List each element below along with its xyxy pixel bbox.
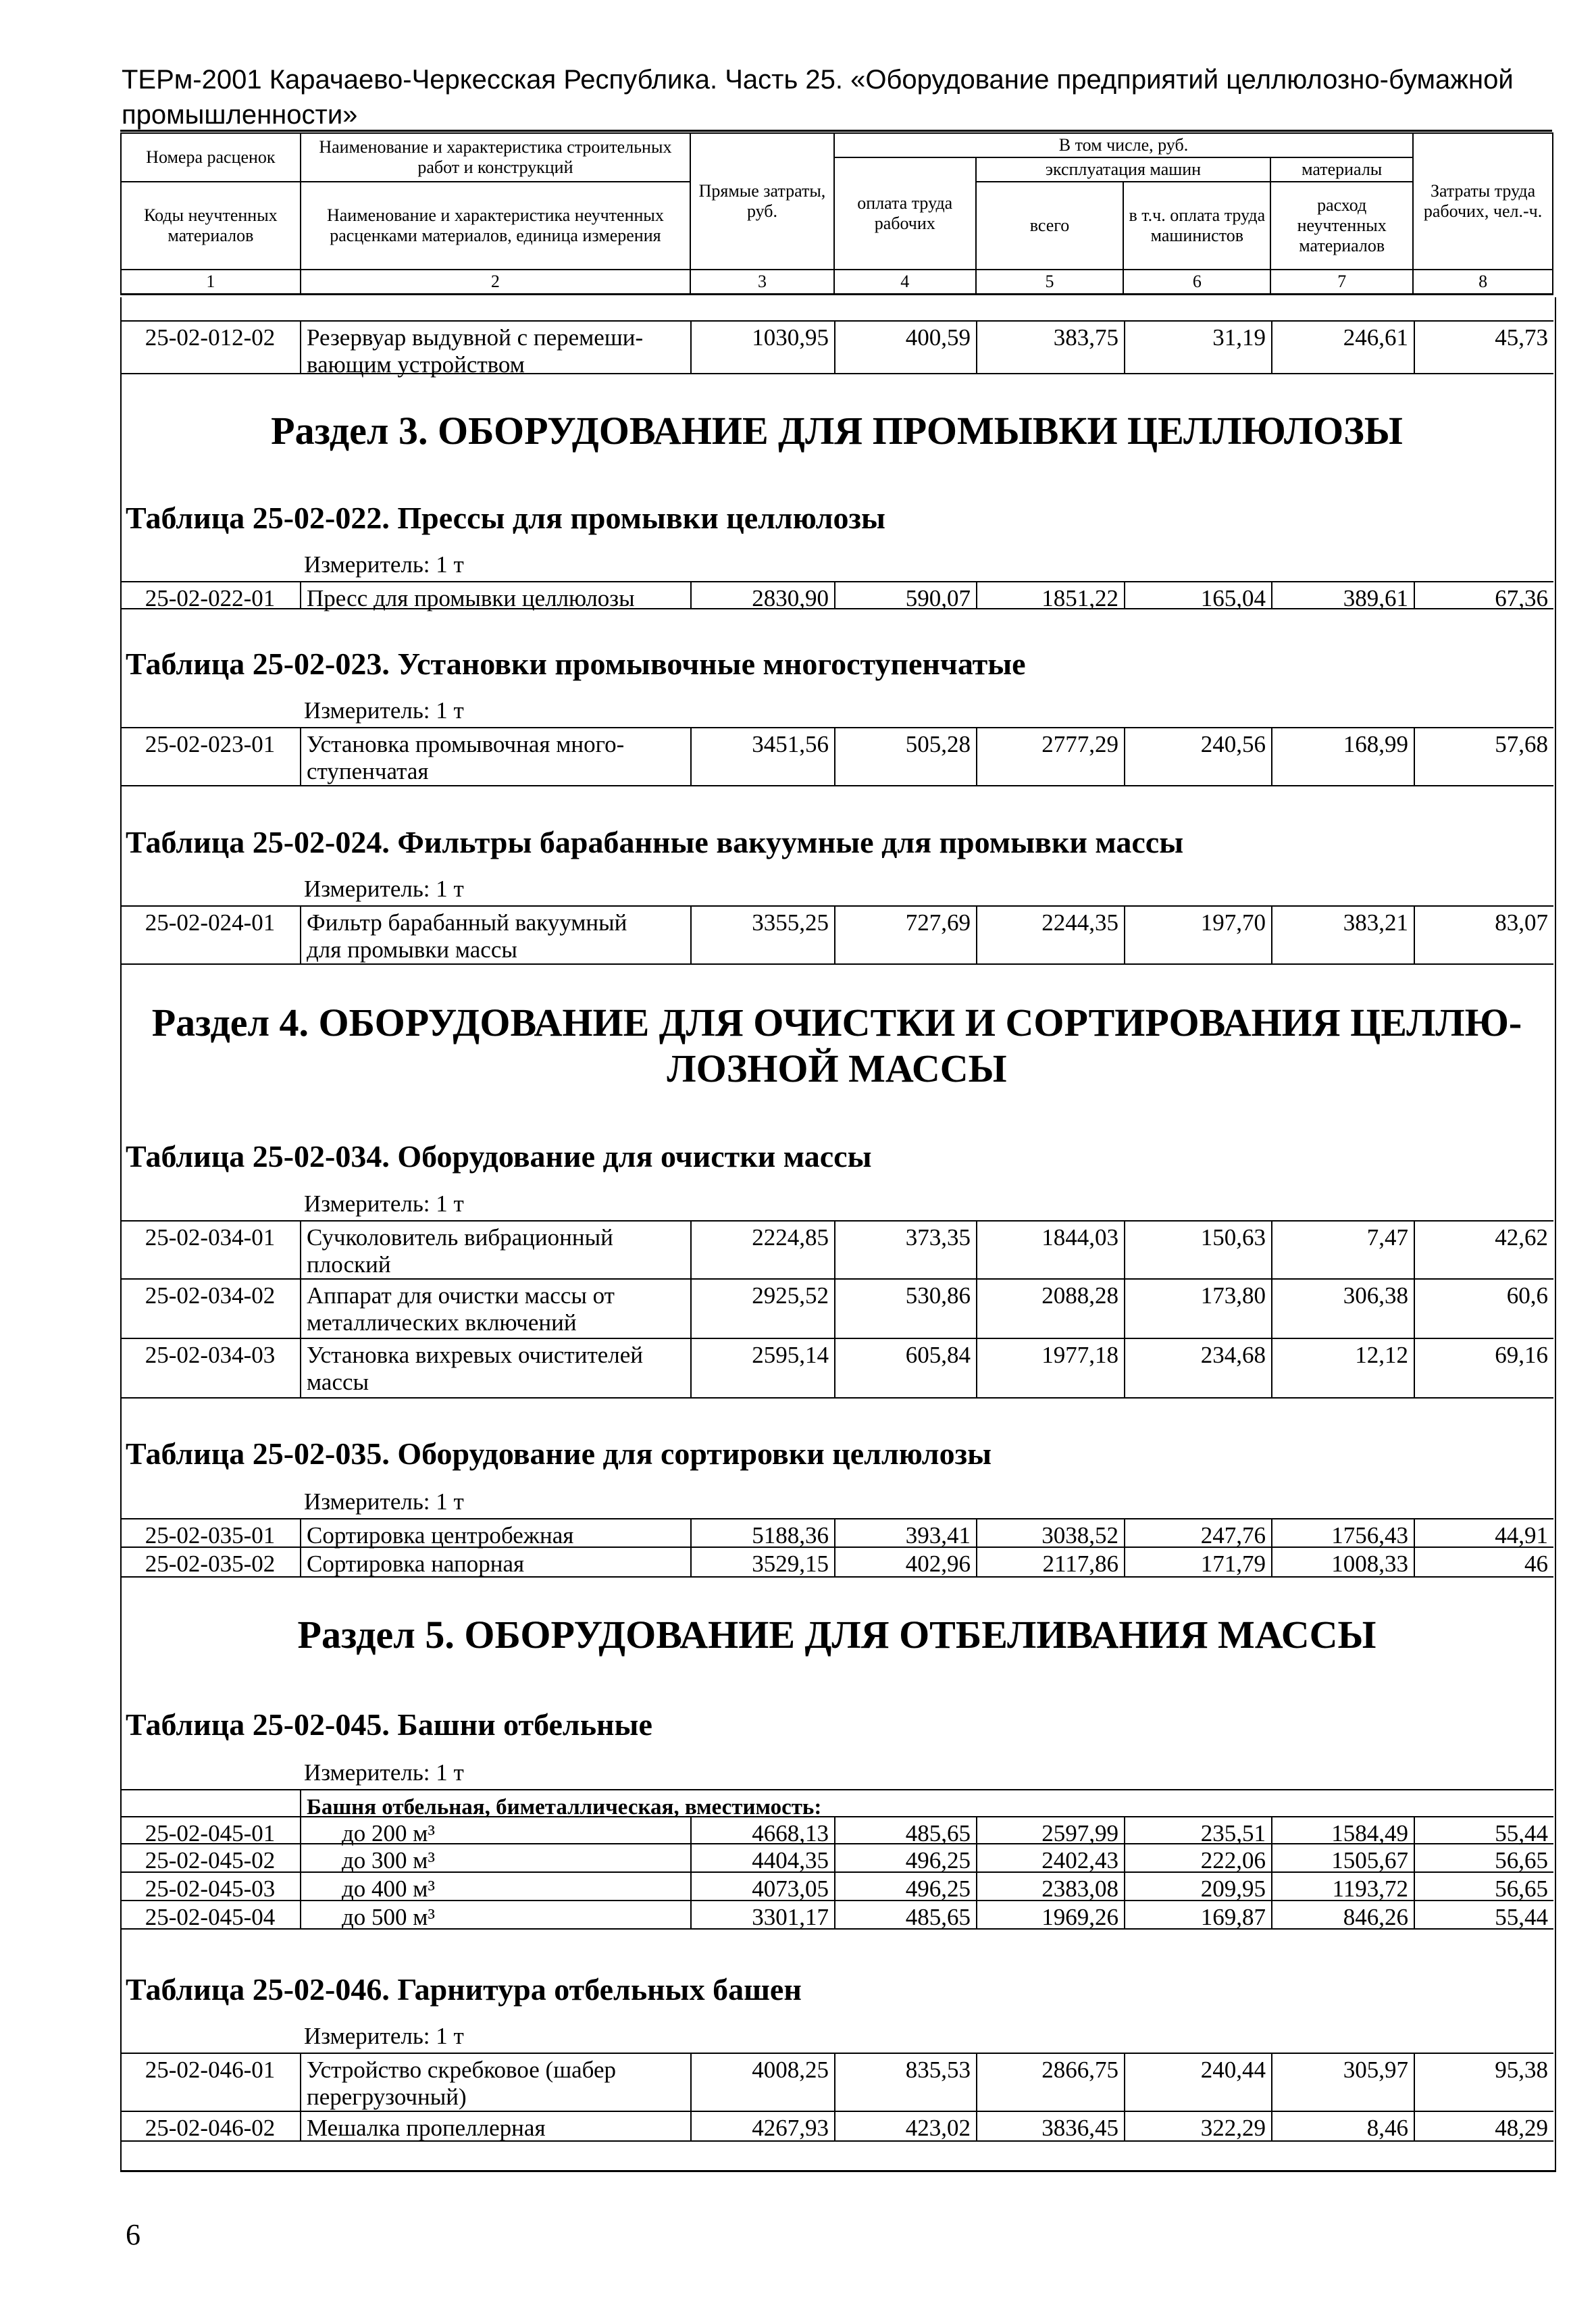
row-direct-cost: 2224,85 xyxy=(690,1222,834,1278)
document-header xyxy=(122,62,1553,132)
row-labor-pay: 835,53 xyxy=(834,2054,976,2111)
row-materials: 305,97 xyxy=(1271,2054,1414,2111)
row-operator-pay: 197,70 xyxy=(1124,907,1271,963)
row-code: 25-02-022-01 xyxy=(145,585,276,611)
row-materials: 1756,43 xyxy=(1271,1519,1414,1546)
row-direct-cost: 2925,52 xyxy=(690,1280,834,1338)
table-row xyxy=(120,1873,1553,1901)
row-name xyxy=(300,1280,690,1338)
row-name xyxy=(300,728,690,785)
row-labor-hours: 55,44 xyxy=(1414,1817,1553,1843)
row-operator-pay: 150,63 xyxy=(1124,1222,1271,1278)
row-name-line-2: плоский xyxy=(307,1251,391,1278)
row-labor-hours: 45,73 xyxy=(1414,322,1553,373)
row-code: 25-02-034-02 xyxy=(145,1282,276,1309)
table-row xyxy=(120,1548,1553,1578)
row-operator-pay: 235,51 xyxy=(1124,1817,1271,1843)
row-materials: 383,21 xyxy=(1271,907,1414,963)
row-machine-total: 3038,52 xyxy=(976,1519,1124,1546)
row-name: Сортировка напорная xyxy=(300,1548,690,1576)
table-row xyxy=(120,1220,1553,1280)
row-labor-hours: 42,62 xyxy=(1414,1222,1553,1278)
row-name-line-2: массы xyxy=(307,1369,369,1395)
row-direct-cost: 3529,15 xyxy=(690,1548,834,1576)
row-name-line-2: металлических включений xyxy=(307,1309,577,1336)
row-name-line-1: Устройство скребковое (шабер xyxy=(307,2057,617,2083)
table-035-title: Таблица 25-02-035. Оборудование для сортировки целлюлозы xyxy=(126,1436,992,1471)
row-labor-pay: 496,25 xyxy=(834,1844,976,1871)
header-num-8: 8 xyxy=(1413,270,1553,295)
header-col2-top: Наименование и характеристика строительных работ и конструкций xyxy=(301,133,690,182)
row-direct-cost: 3301,17 xyxy=(690,1901,834,1928)
table-row xyxy=(120,727,1553,786)
row-code: 25-02-046-01 xyxy=(145,2057,276,2083)
row-labor-hours: 83,07 xyxy=(1414,907,1553,963)
header-col1-top: Номера расценок xyxy=(121,133,301,182)
row-name: до 500 м³ xyxy=(300,1901,690,1928)
row-machine-total: 2777,29 xyxy=(976,728,1124,785)
row-code: 25-02-046-02 xyxy=(145,2115,276,2141)
row-code: 25-02-034-01 xyxy=(145,1224,276,1251)
row-machine-total: 2244,35 xyxy=(976,907,1124,963)
row-direct-cost: 2595,14 xyxy=(690,1339,834,1397)
row-name xyxy=(300,322,690,378)
header-line-1: ТЕРм-2001 Карачаево-Черкесская Республика. Часть 25. «Оборудование предприятий целлюлозно-бумажной xyxy=(122,65,1514,95)
row-direct-cost: 1030,95 xyxy=(690,322,834,373)
row-code: 25-02-024-01 xyxy=(145,909,276,936)
row-labor-hours: 48,29 xyxy=(1414,2112,1553,2140)
row-direct-cost: 4267,93 xyxy=(690,2112,834,2140)
row-name-line-1: Сучколовитель вибрационный xyxy=(307,1224,613,1251)
section-4-title-line-2: ЛОЗНОЙ МАССЫ xyxy=(667,1047,1007,1090)
row-machine-total: 1844,03 xyxy=(976,1222,1124,1278)
section-4-title-line-1: Раздел 4. ОБОРУДОВАНИЕ ДЛЯ ОЧИСТКИ И СОРТИРОВАНИЯ ЦЕЛЛЮ- xyxy=(151,1001,1522,1045)
row-code: 25-02-035-01 xyxy=(145,1522,276,1549)
row-operator-pay: 240,44 xyxy=(1124,2054,1271,2111)
meter-label: Измеритель: 1 т xyxy=(304,551,464,578)
table-column-header xyxy=(120,132,1553,295)
table-row xyxy=(120,2112,1553,2142)
row-direct-cost: 4404,35 xyxy=(690,1844,834,1871)
row-operator-pay: 322,29 xyxy=(1124,2112,1271,2140)
table-row xyxy=(120,320,1553,378)
row-labor-pay: 400,59 xyxy=(834,322,976,373)
row-code: 25-02-045-04 xyxy=(145,1904,276,1930)
row-name: до 400 м³ xyxy=(300,1873,690,1900)
table-row xyxy=(120,1844,1553,1873)
meter-label: Измеритель: 1 т xyxy=(304,876,464,902)
row-labor-hours: 67,36 xyxy=(1414,582,1553,608)
header-line-2: промышленности» xyxy=(122,100,358,130)
table-group-row xyxy=(120,1789,1553,1819)
row-operator-pay: 240,56 xyxy=(1124,728,1271,785)
row-direct-cost: 4073,05 xyxy=(690,1873,834,1900)
row-materials: 246,61 xyxy=(1271,322,1414,373)
header-col4: оплата труда рабочих xyxy=(834,157,976,270)
table-046-title: Таблица 25-02-046. Гарнитура отбельных башен xyxy=(126,1972,802,2007)
row-materials: 168,99 xyxy=(1271,728,1414,785)
header-col1-bottom: Коды неучтенных материалов xyxy=(121,182,301,270)
row-name-line-1: Аппарат для очистки массы от xyxy=(307,1282,615,1309)
row-name xyxy=(300,1339,690,1397)
section-5-title: Раздел 5. ОБОРУДОВАНИЕ ДЛЯ ОТБЕЛИВАНИЯ МАССЫ xyxy=(297,1613,1376,1657)
row-direct-cost: 4008,25 xyxy=(690,2054,834,2111)
row-labor-pay: 485,65 xyxy=(834,1817,976,1843)
row-labor-hours: 46 xyxy=(1414,1548,1553,1576)
row-materials: 846,26 xyxy=(1271,1901,1414,1928)
table-row xyxy=(120,905,1553,965)
group-label xyxy=(300,1790,1553,1819)
row-labor-pay: 393,41 xyxy=(834,1519,976,1546)
table-045-title: Таблица 25-02-045. Башни отбельные xyxy=(126,1707,652,1742)
row-labor-pay: 530,86 xyxy=(834,1280,976,1338)
row-operator-pay: 209,95 xyxy=(1124,1873,1271,1900)
row-machine-total: 3836,45 xyxy=(976,2112,1124,2140)
row-labor-hours: 95,38 xyxy=(1414,2054,1553,2111)
header-num-4: 4 xyxy=(834,270,976,295)
row-materials: 1008,33 xyxy=(1271,1548,1414,1576)
row-operator-pay: 247,76 xyxy=(1124,1519,1271,1546)
row-direct-cost: 3451,56 xyxy=(690,728,834,785)
row-code: 25-02-023-01 xyxy=(145,731,276,757)
row-labor-hours: 44,91 xyxy=(1414,1519,1553,1546)
header-num-7: 7 xyxy=(1270,270,1413,295)
row-labor-pay: 496,25 xyxy=(834,1873,976,1900)
row-name-line-1: Установка вихревых очистителей xyxy=(307,1342,644,1368)
row-machine-total: 2597,99 xyxy=(976,1817,1124,1843)
row-machine-total: 2088,28 xyxy=(976,1280,1124,1338)
row-name-line-1: Установка промывочная много- xyxy=(307,731,625,757)
header-col6: в т.ч. оплата труда машинистов xyxy=(1123,182,1270,270)
header-col7: расход неучтенных материалов xyxy=(1270,182,1413,270)
header-divider xyxy=(120,130,1552,132)
table-row xyxy=(120,581,1553,609)
row-direct-cost: 3355,25 xyxy=(690,907,834,963)
row-name-line-2: ступенчатая xyxy=(307,758,429,784)
header-materials: материалы xyxy=(1270,157,1413,182)
header-num-5: 5 xyxy=(976,270,1124,295)
table-row xyxy=(120,1280,1553,1339)
row-direct-cost: 4668,13 xyxy=(690,1817,834,1843)
row-machine-total: 1977,18 xyxy=(976,1339,1124,1397)
row-labor-hours: 60,6 xyxy=(1414,1280,1553,1338)
table-row xyxy=(120,1901,1553,1930)
table-row xyxy=(120,1518,1553,1548)
row-code: 25-02-045-02 xyxy=(145,1847,276,1873)
row-name-line-2: вающим устройством xyxy=(307,351,525,378)
table-023-title: Таблица 25-02-023. Установки промывочные многоступенчатые xyxy=(126,647,1026,681)
row-machine-total: 2383,08 xyxy=(976,1873,1124,1900)
row-labor-pay: 590,07 xyxy=(834,582,976,608)
row-name: Мешалка пропеллерная xyxy=(300,2112,690,2140)
row-name-line-2: для промывки массы xyxy=(307,936,517,963)
row-labor-hours: 56,65 xyxy=(1414,1873,1553,1900)
row-operator-pay: 171,79 xyxy=(1124,1548,1271,1576)
header-num-3: 3 xyxy=(690,270,834,295)
header-num-6: 6 xyxy=(1123,270,1270,295)
header-machine-op: эксплуатация машин xyxy=(976,157,1271,182)
row-materials: 1584,49 xyxy=(1271,1817,1414,1843)
header-col2-bottom: Наименование и характеристика неучтенных расценками материалов, единица измерения xyxy=(301,182,690,270)
row-name xyxy=(300,907,690,963)
row-machine-total: 2866,75 xyxy=(976,2054,1124,2111)
row-labor-hours: 56,65 xyxy=(1414,1844,1553,1871)
row-name-line-2: перегрузочный) xyxy=(307,2084,467,2110)
table-row xyxy=(120,2053,1553,2112)
meter-label: Измеритель: 1 т xyxy=(304,697,464,724)
row-machine-total: 383,75 xyxy=(976,322,1124,373)
table-row xyxy=(120,1339,1553,1399)
row-operator-pay: 165,04 xyxy=(1124,582,1271,608)
meter-label: Измеритель: 1 т xyxy=(304,2023,464,2049)
row-machine-total: 2402,43 xyxy=(976,1844,1124,1871)
row-code: 25-02-035-02 xyxy=(145,1551,276,1577)
row-labor-pay: 402,96 xyxy=(834,1548,976,1576)
meter-label: Измеритель: 1 т xyxy=(304,1759,464,1786)
row-name xyxy=(300,1222,690,1278)
group-label-text: Башня отбельная, биметаллическая, вместимость: xyxy=(307,1795,822,1819)
row-operator-pay: 222,06 xyxy=(1124,1844,1271,1871)
row-materials: 389,61 xyxy=(1271,582,1414,608)
table-row xyxy=(120,1816,1553,1844)
header-col8: Затраты труда рабочих, чел.-ч. xyxy=(1413,133,1553,270)
row-machine-total: 1851,22 xyxy=(976,582,1124,608)
row-name: до 200 м³ xyxy=(300,1817,690,1843)
row-materials: 12,12 xyxy=(1271,1339,1414,1397)
row-labor-hours: 69,16 xyxy=(1414,1339,1553,1397)
section-3-title: Раздел 3. ОБОРУДОВАНИЕ ДЛЯ ПРОМЫВКИ ЦЕЛЛЮЛОЗЫ xyxy=(271,409,1403,453)
row-labor-pay: 505,28 xyxy=(834,728,976,785)
page-number: 6 xyxy=(126,2218,140,2251)
row-code: 25-02-045-01 xyxy=(145,1820,276,1846)
group-row-code-cell xyxy=(120,1790,300,1816)
row-machine-total: 2117,86 xyxy=(976,1548,1124,1576)
row-name: до 300 м³ xyxy=(300,1844,690,1871)
table-034-title: Таблица 25-02-034. Оборудование для очистки массы xyxy=(126,1139,872,1174)
row-name xyxy=(300,2054,690,2111)
row-materials: 8,46 xyxy=(1271,2112,1414,2140)
row-name: Сортировка центробежная xyxy=(300,1519,690,1546)
row-operator-pay: 173,80 xyxy=(1124,1280,1271,1338)
row-operator-pay: 169,87 xyxy=(1124,1901,1271,1928)
header-col5: всего xyxy=(976,182,1124,270)
row-code: 25-02-045-03 xyxy=(145,1876,276,1902)
row-direct-cost: 2830,90 xyxy=(690,582,834,608)
table-022-title: Таблица 25-02-022. Прессы для промывки целлюлозы xyxy=(126,501,885,535)
row-labor-hours: 57,68 xyxy=(1414,728,1553,785)
row-name-line-1: Резервуар выдувной с перемеши- xyxy=(307,324,644,351)
row-materials: 306,38 xyxy=(1271,1280,1414,1338)
row-code: 25-02-034-03 xyxy=(145,1342,276,1368)
row-labor-pay: 605,84 xyxy=(834,1339,976,1397)
row-labor-pay: 373,35 xyxy=(834,1222,976,1278)
row-name: Пресс для промывки целлюлозы xyxy=(300,582,690,608)
row-code: 25-02-012-02 xyxy=(145,324,276,351)
row-materials: 1505,67 xyxy=(1271,1844,1414,1871)
row-materials: 7,47 xyxy=(1271,1222,1414,1278)
row-operator-pay: 234,68 xyxy=(1124,1339,1271,1397)
row-operator-pay: 31,19 xyxy=(1124,322,1271,373)
row-machine-total: 1969,26 xyxy=(976,1901,1124,1928)
header-num-2: 2 xyxy=(301,270,690,295)
row-direct-cost: 5188,36 xyxy=(690,1519,834,1546)
header-num-1: 1 xyxy=(121,270,301,295)
row-labor-pay: 727,69 xyxy=(834,907,976,963)
row-labor-hours: 55,44 xyxy=(1414,1901,1553,1928)
row-materials: 1193,72 xyxy=(1271,1873,1414,1900)
table-024-title: Таблица 25-02-024. Фильтры барабанные вакуумные для промывки массы xyxy=(126,825,1184,859)
row-labor-pay: 423,02 xyxy=(834,2112,976,2140)
row-name-line-1: Фильтр барабанный вакуумный xyxy=(307,909,627,936)
header-col3: Прямые затраты, руб. xyxy=(690,133,834,270)
meter-label: Измеритель: 1 т xyxy=(304,1488,464,1515)
meter-label: Измеритель: 1 т xyxy=(304,1190,464,1217)
row-labor-pay: 485,65 xyxy=(834,1901,976,1928)
header-incl: В том числе, руб. xyxy=(834,133,1413,157)
